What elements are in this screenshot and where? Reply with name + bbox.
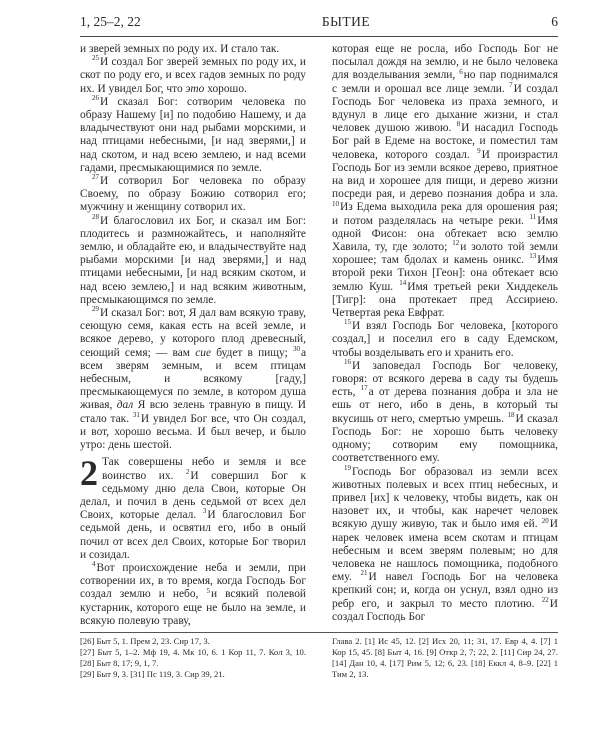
verse-text: $^{27}$И сотворил Бог человека по образу Своему, по образу Божию сотворил его; мужчину и женщину сотворил их. [80, 173, 306, 214]
verse-number: 25 [92, 54, 99, 63]
cross-references [80, 636, 558, 680]
verse-number: 13 [529, 252, 537, 261]
verse-number: 26 [92, 94, 99, 103]
verse-text: и зверей земных по роду их. И стало так. [80, 43, 280, 55]
verse-number: 5 [206, 586, 210, 595]
verse-text: $^{25}$И создал Бог зверей земных по роду их, и скот по роду его, и всех гадов земных по роду их. И увидел Бог, что это хорошо. [80, 54, 306, 95]
left-column [80, 43, 306, 628]
verse-text: $^4$Вот происхождение неба и земли, при сотворении их, в то время, когда Господь Бог создал землю и небо, $^5$и всякий полевой кустарник, которого еще не было на земле, и всякую полевую траву, [80, 560, 306, 627]
verse-number: 2 [185, 467, 190, 476]
cross-reference-line: Глава 2. [1] Ис 45, 12. [2] Исх 20, 11; 31, 17. Евр 4, 4. [7] 1 Кор 15, 45. [8] Быт 4, 16. [9] Откр 2, 7; 22, 2. [11] Сир 24, 27. [14] Дан 10, 4. [17] Рим 5, 12; 6, 23. [18] Еккл 4, 8–9. [22] 1 Тим 2, 13. [332, 635, 558, 679]
verse-number: 15 [344, 318, 351, 327]
verse-number: 22 [541, 595, 549, 604]
book-title: БЫТИЕ [321, 14, 371, 29]
verse-number: 3 [202, 507, 207, 516]
verse-number: 21 [360, 569, 368, 578]
verse-number: 27 [92, 173, 99, 182]
verse-number: 18 [507, 410, 515, 419]
cross-references-right [332, 636, 558, 680]
verse-text: $^{15}$И взял Господь Бог человека, [которого создал,] и поселил его в саду Едемском, чтобы возделывать его и хранить его. [332, 318, 558, 359]
verse-number: 14 [399, 278, 407, 287]
cross-references-left [80, 636, 306, 680]
verse-number: 6 [459, 67, 463, 76]
verse-number: 11 [529, 212, 537, 221]
page-header [80, 14, 558, 34]
verse-text: $^{28}$И благословил их Бог, и сказал им Бог: плодитесь и размножайтесь, и наполняйте землю, и обладайте ею, и владычествуйте над рыбами морскими [и над зверями,] и над птицами небесными, [и над всяким скотом, и над всею землею,] и над всяким животным, пресмыкающимся по земле. [80, 212, 306, 306]
verse-number: 19 [344, 463, 351, 472]
chapter-verse-range: 1, 25–2, 22 [80, 14, 141, 29]
verse-text: которая еще не росла, ибо Господь Бог не посылал дождя на землю, и не было человека для возделывания земли, $^6$но пар поднимался с земли и орошал все лице земли. $^7$И создал Господь Бог человека из праха земного, и вдунул в лице его дыхание жизни, и стал человек душою живою. $^8$И насадил Господь Бог рай в Едеме на востоке, и поместил там человека, которого создал. $^9$И произрастил Господь Бог из земли всякое дерево, приятное на вид и хорошее для пищи, и дерево жизни посреди рая, и дерево познания добра и зла. $^{10}$Из Едема выходила река для орошения рая; и потом разделялась на четыре реки. $^{11}$Имя одной Фисон: она обтекает всю землю Хавила, ту, где золото; $^{12}$и золото той земли хорошее; там бдолах и камень оникс. $^{13}$Имя второй реки Тихон [Геон]: она обтекает всю землю Куш. $^{14}$Имя третьей реки Хиддекель [Тигр]: она протекает пред Ассириею. Четвертая река Евфрат. [332, 43, 559, 320]
right-column [332, 43, 558, 628]
chapter-start: 2 Так совершены небо и земля и все воинство их. $^2$И совершил Бог к седьмому дню дела Свои, которые Он делал, и почил в день седьмой от всех дел Своих, которые делал. $^3$И благословил Бог седьмой день, и освятил его, ибо в оный почил от всех дел Своих, которые Бог творил и созидал. [80, 453, 306, 561]
verse-number: 4 [92, 560, 96, 569]
cross-reference-line: [29] Быт 9, 3. [31] Пс 119, 3. Сир 39, 21. [80, 668, 225, 679]
verse-number: 8 [456, 120, 461, 129]
verse-number: 12 [452, 239, 460, 248]
cross-reference-line: [27] Быт 5, 1–2. Мф 19, 4. Мк 10, 6. 1 Кор 11, 7. Кол 3, 10. [28] Быт 8, 17; 9, 1, 7. [80, 646, 306, 668]
verse-number: 28 [92, 212, 99, 221]
header-rule [80, 36, 558, 37]
verse-text: $^{19}$Господь Бог образовал из земли всех животных полевых и всех птиц небесных, и привел [их] к человеку, чтобы видеть, как он назовет их, и чтобы, как наречет человек всякую душу живую, так и было имя ей. $^{20}$И нарек человек имена всем скотам и птицам небесным и всем зверям полевым; но для человека не нашлось помощника, подобного ему. $^{21}$И навел Господь Бог на человека крепкий сон; и, когда он уснул, взял одно из ребр его, и закрыл то место плотию. $^{22}$И создал Господь Бог [332, 463, 558, 623]
verse-number: 29 [92, 305, 99, 314]
footnote-rule [80, 632, 558, 633]
verse-text: $^{29}$И сказал Бог: вот, Я дал вам всякую траву, сеющую семя, какая есть на всей земле, и всякое дерево, у которого плод древесный, сеющий семя; — вам сие будет в пищу; $^{30}$а всем зверям земным, и всем птицам небесным, и всякому [гаду,] пресмыкающемуся по земле, в котором душа живая, дал Я всю зелень травную в пищу. И стало так. $^{31}$И увидел Бог все, что Он создал, и вот, хорошо весьма. И был вечер, и было утро: день шестой. [80, 305, 307, 452]
verse-number: 30 [292, 344, 300, 353]
verse-number: 9 [477, 146, 481, 155]
verse-number: 20 [541, 516, 549, 525]
verse-number: 10 [332, 199, 339, 208]
verse-number: 7 [509, 80, 513, 89]
verse-text: $^{26}$И сказал Бог: сотворим человека по образу Нашему [и] по подобию Нашему, и да владычествуют они над рыбами морскими, и над птицами небесными, [и над зверями,] и над скотом, и над всею землею, и над всеми гадами, пресмыкающимися по земле. [80, 94, 306, 174]
page-number: 6 [551, 14, 558, 29]
text-columns [80, 43, 558, 628]
verse-text: $^{16}$И заповедал Господь Бог человеку, говоря: от всякого дерева в саду ты будешь есть, $^{17}$а от дерева познания добра и зла не ешь от него, ибо в день, в который ты вкусишь от него, смертью умрешь. $^{18}$И сказал Господь Бог: не хорошо быть человеку одному; сотворим ему помощника, соответственного ему. [332, 358, 558, 465]
chapter-number: 2 [80, 453, 98, 494]
verse-number: 16 [344, 358, 351, 367]
verse-number: 17 [360, 384, 368, 393]
verse-number: 31 [132, 410, 140, 419]
cross-reference-line: [26] Быт 5, 1. Прем 2, 23. Сир 17, 3. [80, 635, 210, 646]
